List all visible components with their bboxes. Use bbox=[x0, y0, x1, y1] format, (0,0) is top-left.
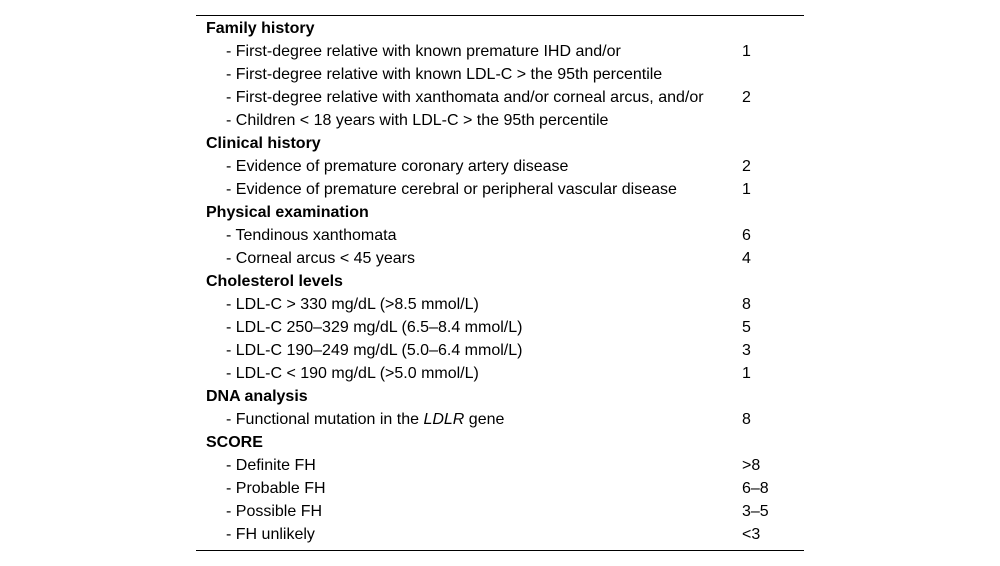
score-category-label: - FH unlikely bbox=[226, 526, 315, 543]
score-range: >8 bbox=[742, 457, 761, 474]
criterion-points: 1 bbox=[742, 181, 751, 198]
table-row bbox=[196, 109, 804, 132]
criterion-label: - LDL-C 190–249 mg/dL (5.0–6.4 mmol/L) bbox=[226, 342, 523, 359]
table-row bbox=[196, 500, 804, 523]
score-range: <3 bbox=[742, 526, 761, 543]
table-row bbox=[196, 155, 804, 178]
criterion-label: - LDL-C 250–329 mg/dL (6.5–8.4 mmol/L) bbox=[226, 319, 523, 336]
criterion-points: 1 bbox=[742, 365, 751, 382]
score-range: 3–5 bbox=[742, 503, 769, 520]
section-header-physical-examination bbox=[196, 201, 804, 224]
criterion-label: - LDL-C < 190 mg/dL (>5.0 mmol/L) bbox=[226, 365, 479, 382]
table-row bbox=[196, 40, 804, 63]
score-category-label: - Possible FH bbox=[226, 503, 323, 520]
section-header-score bbox=[196, 431, 804, 454]
fh-score-table bbox=[196, 15, 804, 551]
table-row bbox=[196, 362, 804, 385]
criterion-label-prefix: - Functional mutation in the bbox=[226, 411, 424, 428]
criterion-label: - First-degree relative with known premature IHD and/or bbox=[226, 43, 621, 60]
criterion-label-suffix: gene bbox=[464, 411, 505, 428]
section-title: SCORE bbox=[206, 434, 263, 451]
section-header-cholesterol-levels bbox=[196, 270, 804, 293]
section-header-dna-analysis bbox=[196, 385, 804, 408]
table-row bbox=[196, 408, 804, 431]
criterion-points: 3 bbox=[742, 342, 751, 359]
score-category-label: - Definite FH bbox=[226, 457, 316, 474]
table-row bbox=[196, 63, 804, 86]
criterion-label bbox=[226, 408, 504, 431]
table-row bbox=[196, 454, 804, 477]
criterion-points: 2 bbox=[742, 158, 751, 175]
table-row bbox=[196, 316, 804, 339]
table-row bbox=[196, 523, 804, 546]
criterion-points: 2 bbox=[742, 89, 751, 106]
table-row bbox=[196, 247, 804, 270]
criterion-label: - Evidence of premature coronary artery disease bbox=[226, 158, 569, 175]
section-title: Family history bbox=[206, 20, 315, 37]
criterion-label: - First-degree relative with xanthomata and/or corneal arcus, and/or bbox=[226, 89, 704, 106]
criterion-points: 8 bbox=[742, 296, 751, 313]
table-row bbox=[196, 477, 804, 500]
section-title: Cholesterol levels bbox=[206, 273, 343, 290]
gene-name: LDLR bbox=[423, 411, 465, 428]
criterion-label: - First-degree relative with known LDL-C > the 95th percentile bbox=[226, 66, 663, 83]
table-row bbox=[196, 224, 804, 247]
section-header-clinical-history bbox=[196, 132, 804, 155]
section-title: DNA analysis bbox=[206, 388, 308, 405]
table-row bbox=[196, 339, 804, 362]
criterion-points: 4 bbox=[742, 250, 751, 267]
score-category-label: - Probable FH bbox=[226, 480, 326, 497]
score-range: 6–8 bbox=[742, 480, 769, 497]
criterion-points: 8 bbox=[742, 411, 751, 428]
table-row bbox=[196, 293, 804, 316]
section-title: Clinical history bbox=[206, 135, 321, 152]
table-row bbox=[196, 86, 804, 109]
criterion-label: - LDL-C > 330 mg/dL (>8.5 mmol/L) bbox=[226, 296, 479, 313]
criterion-points: 5 bbox=[742, 319, 751, 336]
criterion-points: 6 bbox=[742, 227, 751, 244]
section-header-family-history bbox=[196, 17, 804, 40]
section-title: Physical examination bbox=[206, 204, 369, 221]
table-row bbox=[196, 178, 804, 201]
criterion-label: - Children < 18 years with LDL-C > the 95th percentile bbox=[226, 112, 609, 129]
criterion-label: - Evidence of premature cerebral or peripheral vascular disease bbox=[226, 181, 677, 198]
criterion-label: - Tendinous xanthomata bbox=[226, 227, 397, 244]
criterion-label: - Corneal arcus < 45 years bbox=[226, 250, 415, 267]
criterion-points: 1 bbox=[742, 43, 751, 60]
